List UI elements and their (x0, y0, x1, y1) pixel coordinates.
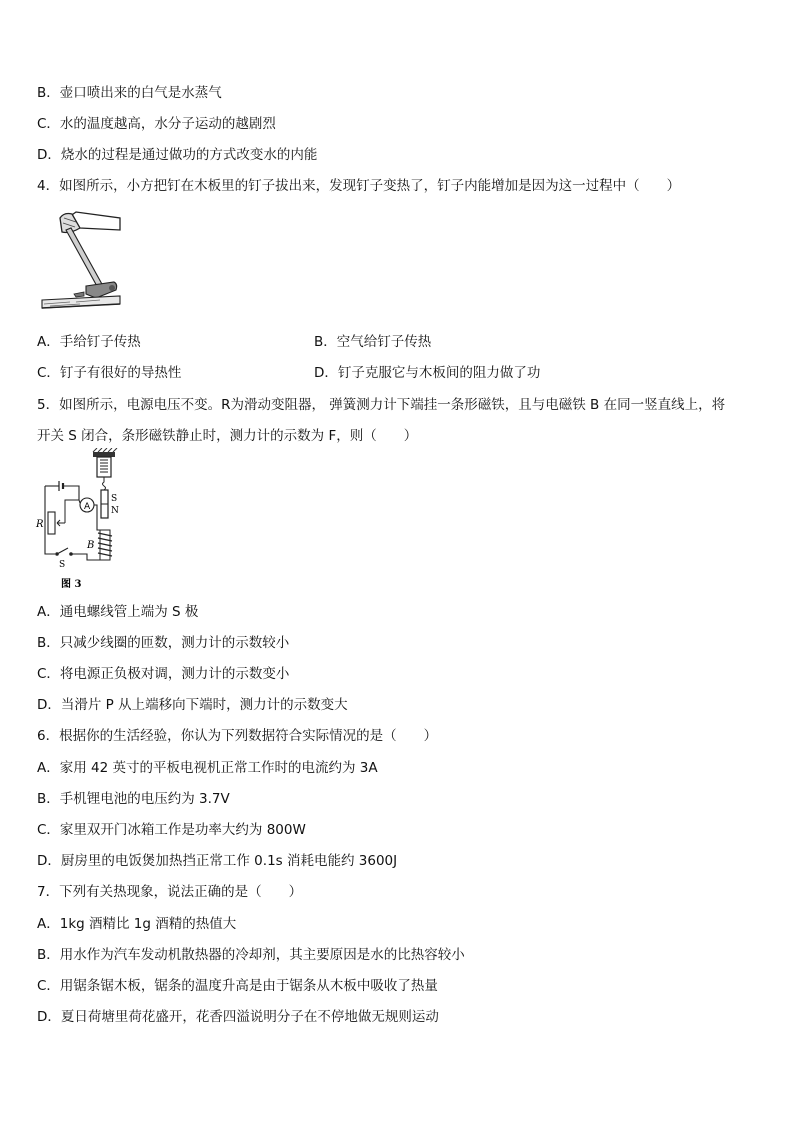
q3-option-c: C．水的温度越高，水分子运动的越剧烈 (37, 116, 276, 132)
q7-option-c: C．用锯条锯木板，锯条的温度升高是由于锯条从木板中吸收了热量 (37, 978, 438, 994)
q6-option-a: A．家用 42 英寸的平板电视机正常工作时的电流约为 3A (37, 760, 378, 776)
q5-option-d: D．当滑片 P 从上端移向下端时，测力计的示数变大 (37, 697, 348, 713)
q6-option-c: C．家里双开门冰箱工作是功率大约为 800W (37, 822, 306, 838)
rheostat-r-label: R (36, 519, 44, 530)
nail-pulling-figure (40, 208, 122, 318)
q4-option-a: A．手给钉子传热 (37, 334, 141, 350)
q6-stem: 6．根据你的生活经验，你认为下列数据符合实际情况的是（ ） (37, 728, 438, 744)
q5-option-a: A．通电螺线管上端为 S 极 (37, 604, 199, 620)
q7-stem: 7．下列有关热现象，说法正确的是（ ） (37, 884, 303, 900)
q6-option-b: B．手机锂电池的电压约为 3.7V (37, 791, 230, 807)
q5-option-c: C．将电源正负极对调，测力计的示数变小 (37, 666, 290, 682)
q5-stem-line1: 5．如图所示，电源电压不变。R为滑动变阻器， 弹簧测力计下端挂一条形磁铁，且与电磁铁 B 在同一竖直线上，将 (37, 397, 726, 413)
q4-option-c: C．钉子有很好的导热性 (37, 365, 182, 381)
q5-option-b: B．只减少线圈的匝数，测力计的示数较小 (37, 635, 290, 651)
q5-stem-line2: 开关 S 闭合，条形磁铁静止时，测力计的示数为 F，则（ ） (37, 428, 418, 444)
ammeter-label: A (84, 502, 91, 512)
q4-option-b: B．空气给钉子传热 (314, 334, 432, 350)
q7-option-b: B．用水作为汽车发动机散热器的冷却剂，其主要原因是水的比热容较小 (37, 947, 465, 963)
q3-option-b: B．壶口喷出来的白气是水蒸气 (37, 85, 222, 101)
q6-option-d: D．厨房里的电饭煲加热挡正常工作 0.1s 消耗电能约 3600J (37, 853, 398, 869)
q3-option-d: D．烧水的过程是通过做功的方式改变水的内能 (37, 147, 318, 163)
magnet-n-label: N (111, 506, 119, 516)
switch-s-label: S (59, 560, 66, 570)
magnet-s-label: S (111, 494, 118, 504)
q7-option-d: D．夏日荷塘里荷花盛开，花香四溢说明分子在不停地做无规则运动 (37, 1009, 439, 1025)
q4-stem: 4．如图所示，小方把钉在木板里的钉子拔出来，发现钉子变热了，钉子内能增加是因为这一过程中（ ） (37, 178, 681, 194)
figure-caption: 图 3 (61, 579, 82, 590)
q4-option-d: D．钉子克服它与木板间的阻力做了功 (314, 365, 541, 381)
circuit-figure (35, 448, 145, 598)
electromagnet-b-label: B (87, 540, 95, 551)
q7-option-a: A．1kg 酒精比 1g 酒精的热值大 (37, 916, 237, 932)
